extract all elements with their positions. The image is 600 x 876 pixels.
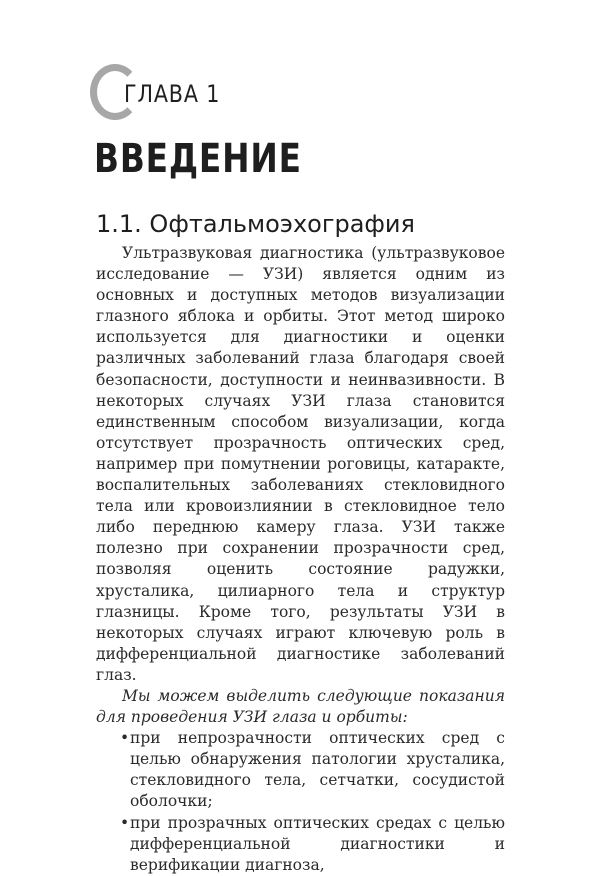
bullet-icon: • (120, 729, 130, 748)
indications-list (96, 728, 505, 876)
body-text (96, 243, 505, 876)
paragraph: Ультразвуковая диагностика (ультразвуковое исследование — УЗИ) является одним из основных и доступных методов визуализации глазного яблока и орбиты. Этот метод широко используется для диагностики и оценки различных заболеваний глаза благодаря своей безопасности, доступности и неинвазивности. В некоторых случаях УЗИ глаза становится единственным способом визуализации, когда отсутствует прозрачность оптических сред, например при помутнении роговицы, катаракте, воспалительных заболеваниях стекловидного тела или кровоизлиянии в стекловидное тело либо переднюю камеру глаза. УЗИ также полезно при сохранении прозрачности сред, позволяя оценить состояние радужки, хрусталика, цилиарного тела и структур глазницы. Кроме того, результаты УЗИ в некоторых случаях играют ключевую роль в дифференциальной диагностике заболеваний глаз. (96, 244, 505, 684)
chapter-title: ВВЕДЕНИЕ (94, 136, 302, 182)
list-item (96, 728, 505, 812)
indications-intro: Мы можем выделить следующие показания для проведения УЗИ глаза и орбиты: (96, 686, 505, 727)
list-item (96, 813, 505, 876)
bullet-icon: • (120, 813, 130, 832)
section-title: 1.1. Офтальмоэхография (96, 210, 415, 238)
list-item-text: при непрозрачности оптических сред с целью обнаружения патологии хрусталика, стекловидного тела, сетчатки, сосудистой оболочки; (130, 729, 505, 811)
chapter-label: ГЛАВА 1 (124, 80, 221, 108)
list-item-text: при прозрачных оптических средах с целью дифференциальной диагностики и верификации диагноза, (130, 813, 505, 874)
